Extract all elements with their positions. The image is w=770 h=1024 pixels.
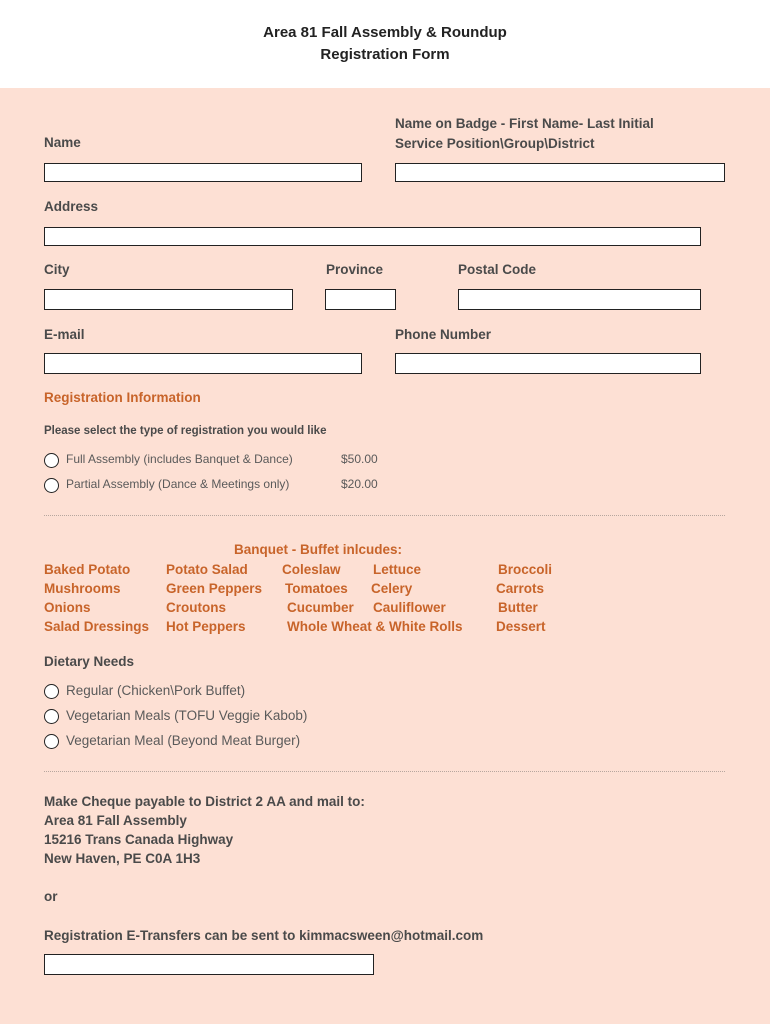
dietary-heading: Dietary Needs: [44, 654, 135, 669]
menu-item: Whole Wheat & White Rolls: [287, 619, 463, 634]
payment-instructions: Make Cheque payable to District 2 AA and mail to:: [44, 794, 365, 809]
phone-label: Phone Number: [395, 327, 492, 342]
form-header: [0, 0, 770, 88]
menu-item: Onions: [44, 600, 91, 615]
divider: [44, 771, 725, 772]
divider: [44, 515, 725, 516]
phone-field[interactable]: [395, 353, 701, 374]
dietary-regular-radio[interactable]: [44, 684, 59, 699]
city-field[interactable]: [44, 289, 293, 310]
menu-item: Lettuce: [373, 562, 422, 577]
menu-item: Potato Salad: [166, 562, 248, 577]
partial-assembly-price: $20.00: [341, 477, 378, 491]
name-label: Name: [44, 135, 81, 150]
menu-item: Butter: [498, 600, 538, 615]
email-label: E-mail: [44, 327, 85, 342]
badge-label-line2: Service Position\Group\District: [395, 136, 595, 151]
full-assembly-price: $50.00: [341, 452, 378, 466]
province-label: Province: [326, 262, 384, 277]
menu-item: Baked Potato: [44, 562, 131, 577]
menu-item: Hot Peppers: [166, 619, 246, 634]
menu-item: Celery: [371, 581, 413, 596]
partial-assembly-label: Partial Assembly (Dance & Meetings only): [66, 477, 290, 491]
badge-label-line1: Name on Badge - First Name- Last Initial: [395, 116, 654, 131]
menu-item: Tomatoes: [285, 581, 348, 596]
dietary-beyond-radio[interactable]: [44, 734, 59, 749]
etransfer-text: Registration E-Transfers can be sent to kimmacsween@hotmail.com: [44, 928, 484, 943]
menu-item: Green Peppers: [166, 581, 263, 596]
mailing-address-line2: 15216 Trans Canada Highway: [44, 832, 234, 847]
etransfer-field[interactable]: [44, 954, 374, 975]
partial-assembly-radio[interactable]: [44, 478, 59, 493]
full-assembly-label: Full Assembly (includes Banquet & Dance): [66, 452, 293, 466]
mailing-address-line1: Area 81 Fall Assembly: [44, 813, 187, 828]
mailing-address-line3: New Haven, PE C0A 1H3: [44, 851, 201, 866]
badge-field[interactable]: [395, 163, 725, 182]
menu-item: Croutons: [166, 600, 226, 615]
banquet-heading: Banquet - Buffet inlcudes:: [234, 542, 402, 557]
menu-item: Carrots: [496, 581, 545, 596]
or-text: or: [44, 889, 58, 904]
form-title: Area 81 Fall Assembly & Roundup: [263, 24, 507, 41]
registration-prompt: Please select the type of registration you would like: [44, 425, 327, 437]
registration-heading: Registration Information: [44, 390, 201, 405]
postal-code-label: Postal Code: [458, 262, 537, 277]
province-field[interactable]: [325, 289, 396, 310]
menu-item: Salad Dressings: [44, 619, 150, 634]
city-label: City: [44, 262, 70, 277]
form-subtitle: Registration Form: [320, 46, 450, 63]
postal-code-field[interactable]: [458, 289, 701, 310]
dietary-regular-label: Regular (Chicken\Pork Buffet): [66, 683, 246, 698]
menu-item: Cucumber: [287, 600, 354, 615]
menu-item: Dessert: [496, 619, 546, 634]
dietary-tofu-label: Vegetarian Meals (TOFU Veggie Kabob): [66, 708, 308, 723]
address-label: Address: [44, 199, 99, 214]
email-field[interactable]: [44, 353, 362, 374]
menu-item: Broccoli: [498, 562, 553, 577]
dietary-beyond-label: Vegetarian Meal (Beyond Meat Burger): [66, 733, 301, 748]
menu-item: Coleslaw: [282, 562, 341, 577]
menu-item: Mushrooms: [44, 581, 121, 596]
address-field[interactable]: [44, 227, 701, 246]
full-assembly-radio[interactable]: [44, 453, 59, 468]
dietary-tofu-radio[interactable]: [44, 709, 59, 724]
menu-item: Cauliflower: [373, 600, 446, 615]
name-field[interactable]: [44, 163, 362, 182]
